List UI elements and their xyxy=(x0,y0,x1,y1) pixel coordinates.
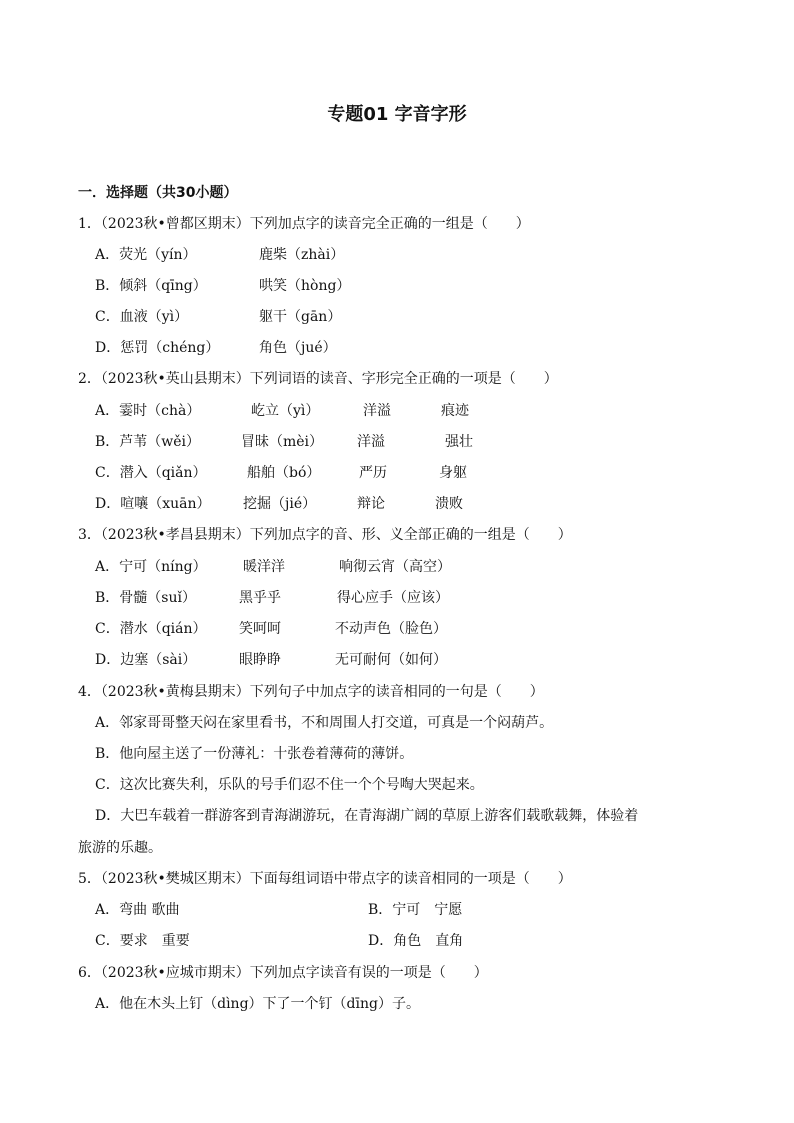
option-term: 眼睁睁 xyxy=(239,652,281,668)
option-term: 笑呵呵 xyxy=(239,621,281,637)
option-term: 得心应手（应该） xyxy=(337,590,449,606)
option-term: 冒昧（mèi） xyxy=(241,434,324,450)
option-term: 溃败 xyxy=(435,496,463,512)
option-sentence: A．邻家哥哥整天闷在家里看书，不和周围人打交道，可真是一个闷葫芦。 xyxy=(95,715,554,731)
option-term: 暖洋洋 xyxy=(243,559,285,575)
option-term: 严历 xyxy=(359,465,387,481)
option-term: 洋溢 xyxy=(357,434,385,450)
option-term: 强壮 xyxy=(445,434,473,450)
option-sentence: C．这次比赛失利，乐队的号手们忍不住一个个号啕大哭起来。 xyxy=(95,777,484,793)
option-term: 无可耐何（如何） xyxy=(335,652,447,668)
option-label: B．芦苇（wěi） xyxy=(95,434,201,450)
option-sentence: A．他在木头上钉（dìng）下了一个钉（dīng）子。 xyxy=(95,996,420,1012)
question-stem-3: 3．（2023秋•孝昌县期末）下列加点字的音、形、义全部正确的一组是（ ） xyxy=(78,527,572,543)
option-term: 响彻云宵（高空） xyxy=(339,559,451,575)
option-label: A．霎时（chà） xyxy=(95,403,201,419)
option-label: A．荧光（yín） xyxy=(95,247,197,263)
option-label: D．喧嚷（xuān） xyxy=(95,496,211,512)
option-label: C．要求 重要 xyxy=(95,933,190,949)
option-term: 黑乎乎 xyxy=(239,590,281,606)
option-term: 辩论 xyxy=(357,496,385,512)
option-label: D．惩罚（chéng） xyxy=(95,340,220,356)
option-label: B．倾斜（qīng） xyxy=(95,278,207,294)
option-label: D．角色 直角 xyxy=(368,933,464,949)
option-term: 船舶（bó） xyxy=(247,465,321,481)
option-term: 不动声色（脸色） xyxy=(335,621,447,637)
option-term: 洋溢 xyxy=(363,403,391,419)
option-term: 挖掘（jié） xyxy=(243,496,317,512)
question-stem-1: 1．（2023秋•曾都区期末）下列加点字的读音完全正确的一组是（ ） xyxy=(78,216,530,232)
question-stem-5: 5．（2023秋•樊城区期末）下面每组词语中带点字的读音相同的一项是（ ） xyxy=(78,871,572,887)
option-label: B．宁可 宁愿 xyxy=(368,902,463,918)
question-stem-2: 2．（2023秋•英山县期末）下列词语的读音、字形完全正确的一项是（ ） xyxy=(78,371,558,387)
option-sentence-continuation: 旅游的乐趣。 xyxy=(78,840,162,856)
option-term: 哄笑（hòng） xyxy=(259,278,351,294)
option-label: D．边塞（sài） xyxy=(95,652,197,668)
section-heading: 一．选择题（共30小题） xyxy=(78,185,238,201)
option-term: 身躯 xyxy=(439,465,467,481)
option-label: C．血液（yì） xyxy=(95,309,189,325)
option-label: C．潜水（qián） xyxy=(95,621,207,637)
option-sentence: B．他向屋主送了一份薄礼：十张卷着薄荷的薄饼。 xyxy=(95,746,414,762)
option-term: 屹立（yì） xyxy=(251,403,320,419)
option-sentence: D．大巴车载着一群游客到青海湖游玩，在青海湖广阔的草原上游客们载歌载舞，体验着 xyxy=(95,808,639,824)
page-title: 专题01 字音字形 xyxy=(327,104,467,125)
option-term: 鹿柴（zhài） xyxy=(259,247,345,263)
option-term: 痕迹 xyxy=(441,403,469,419)
option-term: 躯干（gān） xyxy=(259,309,342,325)
option-label: A．弯曲 歌曲 xyxy=(95,902,180,918)
question-stem-6: 6．（2023秋•应城市期末）下列加点字读音有误的一项是（ ） xyxy=(78,965,488,981)
option-term: 角色（jué） xyxy=(259,340,337,356)
option-label: A．宁可（níng） xyxy=(95,559,207,575)
question-stem-4: 4．（2023秋•黄梅县期末）下列句子中加点字的读音相同的一句是（ ） xyxy=(78,684,544,700)
option-label: B．骨髓（suǐ） xyxy=(95,590,196,606)
option-label: C．潜入（qiǎn） xyxy=(95,465,207,481)
